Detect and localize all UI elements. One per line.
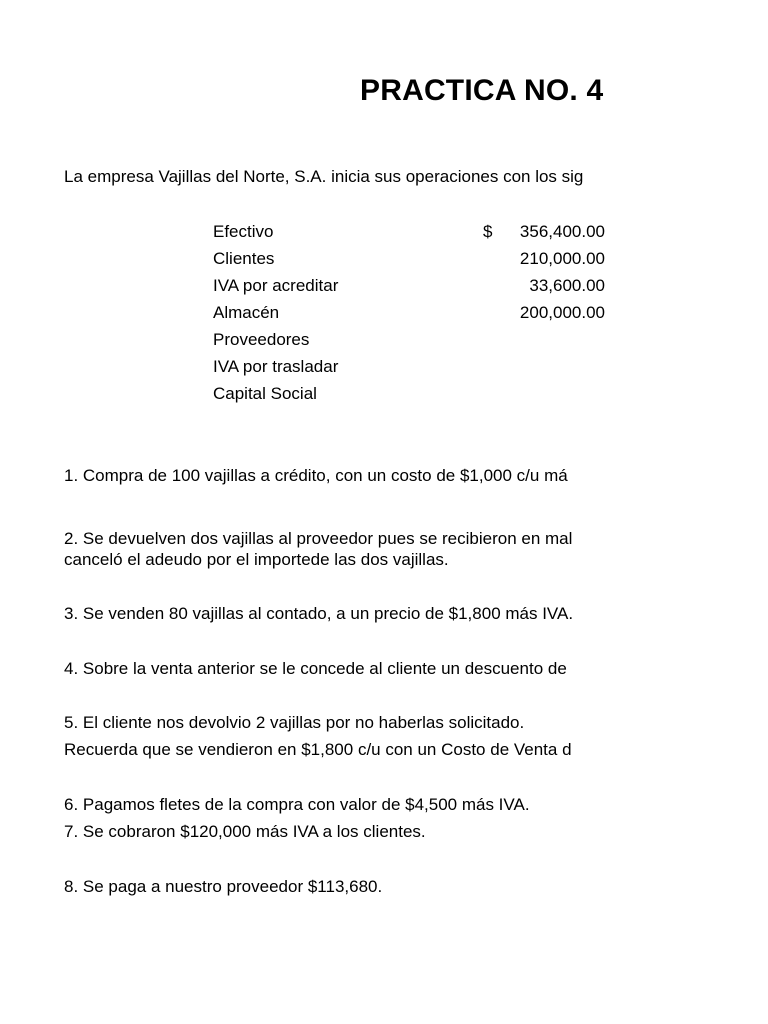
account-name: Efectivo xyxy=(213,222,274,241)
account-amount: 200,000.00 xyxy=(519,303,605,322)
exercise-item-2-line-2: canceló el adeudo por el importede las dos vajillas. xyxy=(64,550,449,569)
exercise-item-5-line-1: 5. El cliente nos devolvio 2 vajillas por no haberlas solicitado. xyxy=(64,713,525,732)
exercise-item-4: 4. Sobre la venta anterior se le concede al cliente un descuento de xyxy=(64,659,567,678)
account-amount: 210,000.00 xyxy=(519,249,605,268)
page-title: PRACTICA NO. 4 xyxy=(360,74,604,107)
account-row xyxy=(213,218,605,245)
account-name: Almacén xyxy=(213,303,280,322)
exercise-item-7: 7. Se cobraron $120,000 más IVA a los clientes. xyxy=(64,822,426,841)
exercise-item-5-line-2: Recuerda que se vendieron en $1,800 c/u con un Costo de Venta d xyxy=(64,740,572,759)
intro-paragraph: La empresa Vajillas del Norte, S.A. inicia sus operaciones con los sig xyxy=(64,167,584,186)
account-row xyxy=(213,272,605,299)
account-name: Clientes xyxy=(213,249,275,268)
account-row xyxy=(213,245,605,272)
account-name: Proveedores xyxy=(213,330,310,349)
exercise-item-6: 6. Pagamos fletes de la compra con valor de $4,500 más IVA. xyxy=(64,795,530,814)
account-name: IVA por trasladar xyxy=(213,357,339,376)
exercise-item-2-line-1: 2. Se devuelven dos vajillas al proveedor pues se recibieron en mal xyxy=(64,529,573,548)
exercise-item-8: 8. Se paga a nuestro proveedor $113,680. xyxy=(64,877,383,896)
account-amount: 356,400.00 xyxy=(519,222,605,241)
account-row xyxy=(213,299,605,326)
currency-symbol: $ xyxy=(483,222,493,241)
account-row xyxy=(213,326,605,353)
opening-balances-list xyxy=(213,218,605,407)
account-name: IVA por acreditar xyxy=(213,276,339,295)
account-row xyxy=(213,380,605,407)
account-name: Capital Social xyxy=(213,384,317,403)
account-row xyxy=(213,353,605,380)
account-amount: 33,600.00 xyxy=(529,276,605,295)
exercise-item-1: 1. Compra de 100 vajillas a crédito, con un costo de $1,000 c/u má xyxy=(64,466,568,485)
exercise-item-3: 3. Se venden 80 vajillas al contado, a un precio de $1,800 más IVA. xyxy=(64,604,574,623)
